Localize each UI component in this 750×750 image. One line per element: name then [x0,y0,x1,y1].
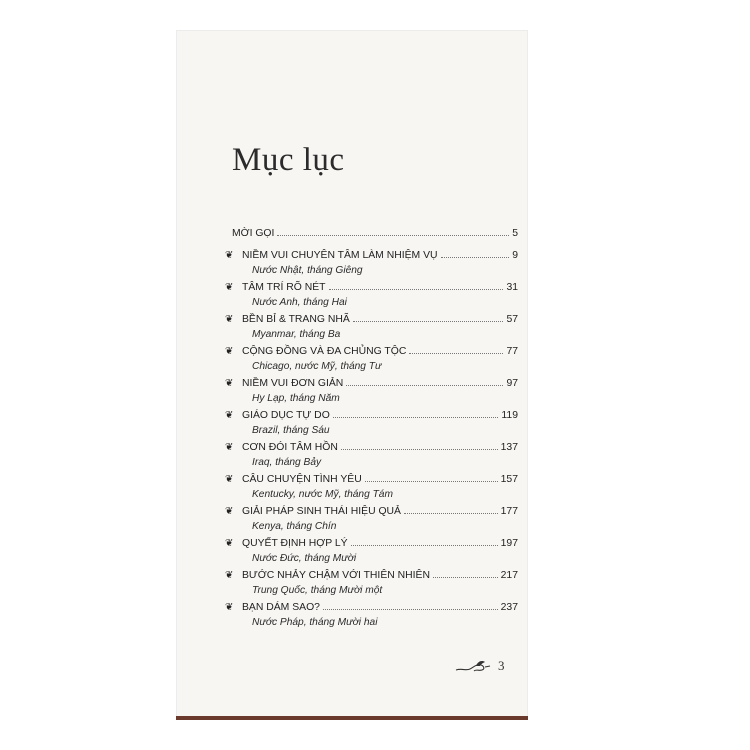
toc-entry-title: MỜI GỌI [232,228,275,239]
toc-page-number: 77 [506,346,518,357]
fleuron-icon: ❦ [225,506,234,517]
toc-page-number: 9 [512,250,518,261]
dot-leader [329,288,504,290]
toc-entry-title: CỘNG ĐỒNG VÀ ĐA CHỦNG TỘC [242,346,407,357]
toc-page-number: 237 [500,602,518,613]
toc-entry [225,506,518,538]
fleuron-icon: ❦ [225,410,234,421]
toc-entry-title: BỀN BỈ & TRANG NHÃ [242,314,350,325]
toc-entry-location: Myanmar, tháng Ba [252,329,341,340]
toc-page-number: 5 [512,228,518,239]
toc-entry-location: Kentucky, nước Mỹ, tháng Tám [252,489,393,500]
toc-entry-title: NIỀM VUI ĐƠN GIẢN [242,378,344,389]
toc-page-number: 57 [506,314,518,325]
dot-leader [341,448,498,450]
toc-page-number: 177 [500,506,518,517]
dot-leader [441,256,510,258]
toc-entry-title: QUYẾT ĐỊNH HỢP LÝ [242,538,348,549]
toc-page-number: 157 [500,474,518,485]
toc-entry-title: TÂM TRÍ RÕ NÉT [242,282,326,293]
fleuron-icon: ❦ [225,474,234,485]
fleuron-icon: ❦ [225,442,234,453]
dot-leader [353,320,504,322]
toc-page-number: 197 [500,538,518,549]
toc-entry-title: BƯỚC NHẢY CHẬM VỚI THIÊN NHIÊN [242,570,430,581]
fleuron-icon: ❦ [225,282,234,293]
fleuron-icon: ❦ [225,378,234,389]
toc-entry [232,228,518,242]
toc-entry-location: Nước Pháp, tháng Mười hai [252,617,378,628]
dot-leader [409,352,503,354]
fleuron-icon: ❦ [225,570,234,581]
toc-entry [225,346,518,378]
toc-entry [225,410,518,442]
toc-entry-location: Nước Nhật, tháng Giêng [252,265,363,276]
dot-leader [323,608,498,610]
page-title: Mục lục [232,142,345,178]
page-number: 3 [498,658,505,673]
toc-entry-location: Brazil, tháng Sáu [252,425,330,436]
toc-entry-location: Nước Đức, tháng Mười [252,553,357,564]
toc-entry-title: CÂU CHUYỆN TÌNH YÊU [242,474,362,485]
page-folio [454,658,505,674]
fleuron-icon: ❦ [225,602,234,613]
bird-flourish-icon [454,658,494,674]
toc-entry-title: NIỀM VUI CHUYÊN TÂM LÀM NHIỆM VỤ [242,250,438,261]
toc-entry [225,474,518,506]
toc-entry-title: BẠN DÁM SAO? [242,602,320,613]
dot-leader [351,544,498,546]
toc-entry [225,570,518,602]
dot-leader [277,234,509,236]
toc-entry-location: Nước Anh, tháng Hai [252,297,347,308]
toc-entry-location: Hy Lạp, tháng Năm [252,393,340,404]
fleuron-icon: ❦ [225,346,234,357]
toc-entry [225,442,518,474]
fleuron-icon: ❦ [225,314,234,325]
fleuron-icon: ❦ [225,250,234,261]
toc-entry [225,282,518,314]
toc-entry-location: Iraq, tháng Bảy [252,457,322,468]
book-page [176,30,528,720]
toc-page-number: 31 [506,282,518,293]
toc-entry-location: Chicago, nước Mỹ, tháng Tư [252,361,382,372]
dot-leader [365,480,498,482]
toc-entry-location: Kenya, tháng Chín [252,521,337,532]
toc-entry-title: GIẢI PHÁP SINH THÁI HIỆU QUẢ [242,506,401,517]
page-bottom-edge [176,716,528,720]
dot-leader [404,512,498,514]
toc-entry-title: CƠN ĐÓI TÂM HỒN [242,442,338,453]
toc-entry [225,378,518,410]
table-of-contents [225,228,518,634]
fleuron-icon: ❦ [225,538,234,549]
toc-entry-title: GIÁO DỤC TỰ DO [242,410,330,421]
dot-leader [333,416,499,418]
toc-page-number: 119 [501,410,518,421]
toc-entry [225,250,518,282]
toc-entry [225,602,518,634]
dot-leader [433,576,498,578]
toc-page-number: 217 [500,570,518,581]
toc-entry-location: Trung Quốc, tháng Mười một [252,585,383,596]
toc-entry [225,314,518,346]
toc-entry [225,538,518,570]
toc-page-number: 97 [506,378,518,389]
dot-leader [346,384,503,386]
toc-page-number: 137 [500,442,518,453]
